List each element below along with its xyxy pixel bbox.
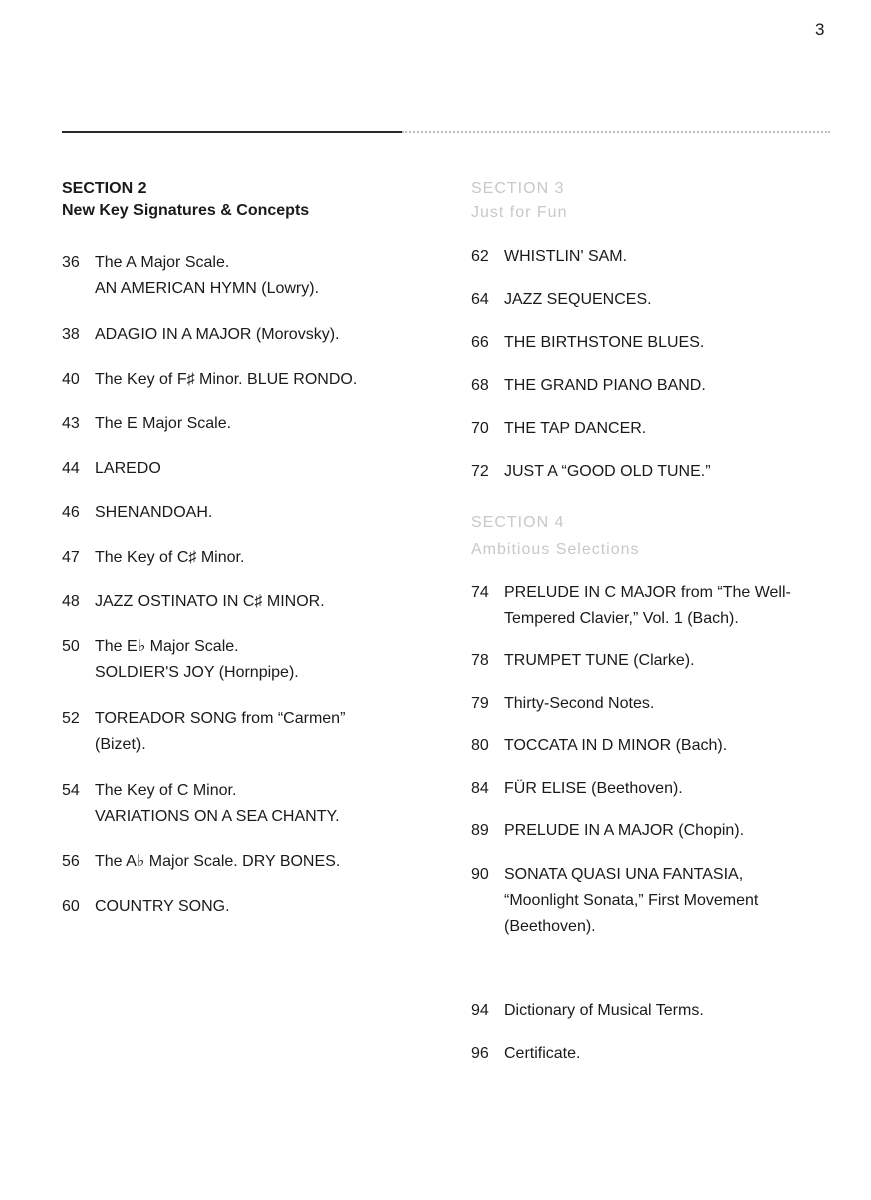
- toc-page-number: 54: [62, 782, 80, 799]
- toc-page-number: 36: [62, 254, 80, 271]
- toc-title: Thirty-Second Notes.: [504, 695, 655, 712]
- toc-entry[interactable]: [62, 849, 340, 875]
- section-2-label: SECTION 2: [62, 180, 147, 197]
- toc-entry[interactable]: [62, 322, 339, 348]
- toc-title: The Key of C Minor. VARIATIONS ON A SEA CHANTY.: [95, 782, 340, 825]
- toc-entry[interactable]: [62, 411, 231, 437]
- toc-page-number: 56: [62, 853, 80, 870]
- toc-title: WHISTLIN' SAM.: [504, 248, 628, 265]
- header-rule: [62, 131, 830, 133]
- toc-page-number: 79: [471, 695, 489, 712]
- toc-page-number: 96: [471, 1045, 489, 1062]
- toc-entry[interactable]: [62, 706, 345, 758]
- toc-title: THE TAP DANCER.: [504, 420, 647, 437]
- toc-title: The E♭ Major Scale. SOLDIER'S JOY (Hornpipe).: [95, 638, 299, 681]
- toc-entry[interactable]: [471, 459, 711, 485]
- toc-entry[interactable]: [471, 776, 683, 802]
- toc-page-number: 40: [62, 371, 80, 388]
- toc-entry[interactable]: [471, 373, 706, 399]
- toc-entry[interactable]: [471, 733, 727, 759]
- toc-entry[interactable]: [62, 894, 230, 920]
- toc-entry[interactable]: [471, 691, 654, 717]
- toc-title: JAZZ SEQUENCES.: [504, 291, 652, 308]
- toc-entry[interactable]: [471, 580, 791, 632]
- toc-title: COUNTRY SONG.: [95, 898, 230, 915]
- section-3-label: SECTION 3: [471, 180, 565, 197]
- toc-entry[interactable]: [62, 545, 244, 571]
- toc-title: Dictionary of Musical Terms.: [504, 1002, 704, 1019]
- toc-title: The Key of C♯ Minor.: [95, 549, 245, 566]
- toc-page-number: 78: [471, 652, 489, 669]
- toc-left-column: [62, 180, 462, 915]
- toc-page-number: 80: [471, 737, 489, 754]
- section-2-title: New Key Signatures & Concepts: [62, 202, 310, 219]
- toc-page-number: 68: [471, 377, 489, 394]
- toc-entry[interactable]: [62, 456, 161, 482]
- toc-title: Certificate.: [504, 1045, 581, 1062]
- toc-entry[interactable]: [62, 500, 212, 526]
- toc-entry[interactable]: [471, 330, 704, 356]
- toc-page-number: 64: [471, 291, 489, 308]
- toc-title: The Key of F♯ Minor. BLUE RONDO.: [95, 371, 358, 388]
- toc-entry[interactable]: [471, 818, 744, 844]
- page-number: 3: [815, 20, 825, 39]
- toc-title: TOREADOR SONG from “Carmen” (Bizet).: [95, 710, 346, 753]
- toc-entry[interactable]: [62, 589, 325, 615]
- toc-title: JAZZ OSTINATO IN C♯ MINOR.: [95, 593, 325, 610]
- toc-page-number: 94: [471, 1002, 489, 1019]
- toc-entry[interactable]: [471, 287, 652, 313]
- toc-page-number: 89: [471, 822, 489, 839]
- toc-title: TOCCATA IN D MINOR (Bach).: [504, 737, 728, 754]
- toc-page-number: 62: [471, 248, 489, 265]
- section-3-title: Just for Fun: [471, 204, 568, 221]
- toc-entry[interactable]: [62, 634, 299, 686]
- toc-entry[interactable]: [471, 862, 758, 940]
- toc-title: The E Major Scale.: [95, 415, 232, 432]
- toc-title: LAREDO: [95, 460, 161, 477]
- toc-title: SHENANDOAH.: [95, 504, 213, 521]
- toc-title: PRELUDE IN C MAJOR from “The Well- Tempered Clavier,” Vol. 1 (Bach).: [504, 584, 791, 627]
- toc-page-number: 60: [62, 898, 80, 915]
- section-4-title: Ambitious Selections: [471, 541, 640, 558]
- toc-title: THE BIRTHSTONE BLUES.: [504, 334, 705, 351]
- toc-title: SONATA QUASI UNA FANTASIA, “Moonlight Sonata,” First Movement (Beethoven).: [504, 866, 759, 935]
- toc-page-number: 72: [471, 463, 489, 480]
- toc-title: The A Major Scale. AN AMERICAN HYMN (Lowry).: [95, 254, 320, 297]
- toc-page-number: 44: [62, 460, 80, 477]
- toc-entry[interactable]: [471, 416, 646, 442]
- toc-title: TRUMPET TUNE (Clarke).: [504, 652, 695, 669]
- toc-title: The A♭ Major Scale. DRY BONES.: [95, 853, 341, 870]
- toc-entry[interactable]: [471, 244, 627, 270]
- toc-entry[interactable]: [471, 998, 704, 1024]
- toc-title: PRELUDE IN A MAJOR (Chopin).: [504, 822, 745, 839]
- toc-right-column: [471, 180, 841, 1062]
- toc-title: JUST A “GOOD OLD TUNE.”: [504, 463, 711, 480]
- toc-page-number: 90: [471, 866, 489, 883]
- toc-entry[interactable]: [62, 778, 340, 830]
- toc-page-number: 47: [62, 549, 80, 566]
- toc-page-number: 66: [471, 334, 489, 351]
- toc-entry[interactable]: [471, 648, 695, 674]
- toc-page-number: 84: [471, 780, 489, 797]
- toc-page-number: 70: [471, 420, 489, 437]
- toc-page-number: 46: [62, 504, 80, 521]
- section-4-label: SECTION 4: [471, 514, 565, 531]
- toc-title: FÜR ELISE (Beethoven).: [504, 780, 683, 797]
- toc-page-number: 74: [471, 584, 489, 601]
- toc-entry[interactable]: [471, 1041, 580, 1067]
- toc-page-number: 48: [62, 593, 80, 610]
- toc-page-number: 52: [62, 710, 80, 727]
- toc-title: ADAGIO IN A MAJOR (Morovsky).: [95, 326, 340, 343]
- toc-entry[interactable]: [62, 367, 357, 393]
- toc-title: THE GRAND PIANO BAND.: [504, 377, 706, 394]
- toc-page-number: 43: [62, 415, 80, 432]
- toc-entry[interactable]: [62, 250, 319, 302]
- toc-page-number: 38: [62, 326, 80, 343]
- toc-page-number: 50: [62, 638, 80, 655]
